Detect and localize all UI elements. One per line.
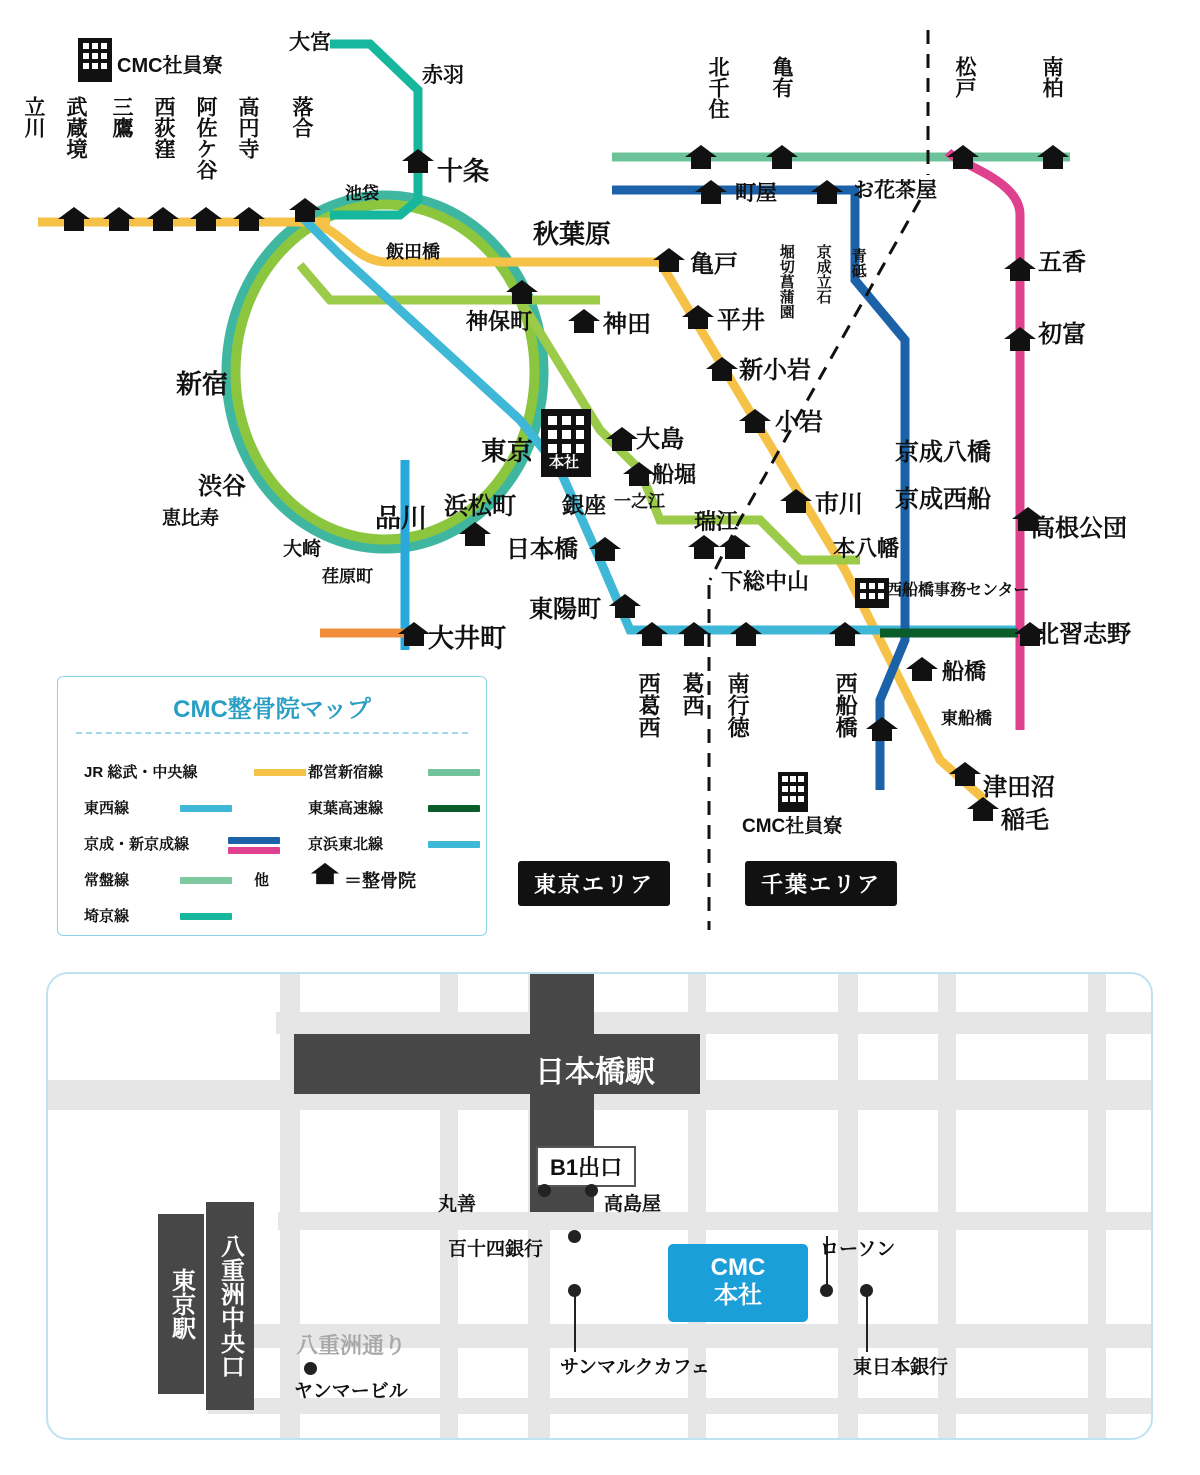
station-label: 赤羽 (422, 64, 464, 87)
poi-label-114bank: 百十四銀行 (448, 1239, 544, 1260)
station-label: 三鷹 (110, 96, 134, 138)
station-label: 荏原町 (322, 567, 373, 586)
clinic-icon (779, 487, 813, 515)
clinic-icon (288, 196, 322, 224)
legend-label-jr: JR 総武・中央線 (84, 764, 198, 781)
clinic-icon (146, 205, 180, 233)
legend-label-keihin-tohoku: 京浜東北線 (308, 836, 384, 853)
station-label: 松戸 (953, 56, 977, 98)
station-label: 京成西船 (895, 486, 991, 513)
station-label: 京成八橋 (895, 439, 991, 466)
clinic-icon (828, 620, 862, 648)
legend-swatch-tozai (180, 805, 232, 812)
poi-label-maruzen: 丸善 (438, 1194, 477, 1215)
nihonbashi-station-label: 日本橋駅 (535, 1056, 655, 1089)
clinic-icon (608, 592, 642, 620)
poi-dot-maruzen (538, 1184, 551, 1197)
station-label: 西船橋 (833, 672, 859, 738)
clinic-icon (718, 533, 752, 561)
clinic-icon (588, 535, 622, 563)
station-label: 東陽町 (529, 596, 601, 623)
legend-label-toei-shinjuku: 都営新宿線 (308, 764, 384, 781)
clinic-icon (738, 407, 772, 435)
clinic-icon (635, 620, 669, 648)
station-label: 神保町 (466, 309, 533, 334)
station-label: 秋葉原 (533, 219, 612, 249)
cmc-hq-line2: 本社 (714, 1281, 762, 1309)
station-label: 渋谷 (198, 473, 246, 500)
road-h1 (276, 1012, 1151, 1034)
hq-label: 本社 (549, 454, 580, 471)
station-label: 池袋 (345, 184, 379, 203)
station-label: 亀戸 (690, 251, 738, 278)
clinic-icon (232, 205, 266, 233)
station-label: 落合 (290, 96, 314, 138)
legend-clinic-note: ＝整骨院 (344, 871, 416, 891)
b1-exit-label: B1出口 (536, 1146, 636, 1187)
station-label: 市川 (815, 491, 863, 518)
station-label: 町屋 (735, 182, 777, 205)
clinic-icon (622, 460, 656, 488)
station-label: 北習志野 (1035, 621, 1131, 648)
station-label: 阿佐ケ谷 (194, 96, 218, 180)
station-label: 西船橋事務センター (886, 582, 1030, 599)
clinic-icon (1036, 143, 1070, 171)
station-label: 五香 (1038, 249, 1086, 276)
clinic-icon (677, 620, 711, 648)
station-label: 恵比寿 (162, 508, 220, 529)
station-label: 新宿 (176, 369, 229, 399)
legend-swatch-toei-shinjuku (428, 769, 480, 776)
tokyo-station-block (158, 1214, 204, 1394)
clinic-icon (102, 205, 136, 233)
dorm-building-icon (78, 38, 112, 82)
station-label: 銀座 (562, 493, 607, 518)
cmc-hq-box (668, 1244, 808, 1322)
station-label: 武蔵境 (64, 96, 88, 159)
station-label: 稲毛 (1001, 807, 1049, 834)
poi-dot-114bank (568, 1230, 581, 1243)
legend-label-joban: 常盤線 (84, 872, 130, 889)
clinic-icon (1003, 255, 1037, 283)
station-label: お花茶屋 (853, 179, 937, 202)
clinic-icon (605, 425, 639, 453)
legend-swatch-saikyo (180, 913, 232, 920)
dorm-building-icon (778, 772, 808, 812)
station-label: 青砥 (849, 248, 867, 278)
office-building-icon (855, 578, 889, 608)
clinic-icon (1003, 325, 1037, 353)
station-label: 亀有 (770, 56, 794, 98)
cmc-hq-line1: CMC (710, 1254, 766, 1281)
clinic-icon (189, 205, 223, 233)
road-v7 (1088, 974, 1106, 1438)
legend-label-keisei: 京成・新京成線 (84, 836, 190, 853)
clinic-icon (401, 147, 435, 175)
yaesu-street-label: 八重洲通り (296, 1333, 407, 1358)
station-label: 津田沼 (983, 774, 1055, 801)
legend-label-tozai: 東西線 (84, 800, 130, 817)
legend-label-other: 他 (254, 872, 270, 889)
clinic-icon (458, 520, 492, 548)
station-label: 南行徳 (725, 672, 751, 738)
legend-label-toyo: 東葉高速線 (308, 800, 384, 817)
clinic-icon (652, 246, 686, 274)
station-label: 京成立石 (814, 244, 832, 304)
station-label: 大崎 (283, 539, 322, 560)
poi-leader-higashinippon-bank (866, 1294, 868, 1352)
road-h3 (278, 1212, 1151, 1230)
station-label: 西荻窪 (152, 96, 176, 159)
legend-swatch-joban (180, 877, 232, 884)
station-label: 一之江 (614, 492, 665, 511)
hq-detail-map (46, 972, 1153, 1440)
clinic-icon (765, 143, 799, 171)
clinic-icon (865, 715, 899, 743)
station-label: 飯田橋 (386, 242, 440, 262)
clinic-icon (905, 655, 939, 683)
legend-swatch-jr (254, 769, 306, 776)
clinic-icon (948, 760, 982, 788)
dorm-label-tokyo: CMC社員寮 (117, 55, 223, 77)
legend-divider (76, 732, 468, 734)
legend-swatch-keisei (228, 837, 280, 844)
yaesu-central-block (206, 1202, 254, 1410)
station-label: 船橋 (942, 659, 987, 684)
poi-dot-takashimaya (585, 1184, 598, 1197)
clinic-icon (946, 143, 980, 171)
clinic-icon (567, 307, 601, 335)
station-label: 船堀 (652, 462, 697, 487)
tokyo-station-label: 東京駅 (167, 1268, 195, 1340)
clinic-icon (681, 303, 715, 331)
poi-leader-saintmarc (574, 1294, 576, 1352)
station-label: 葛西 (680, 672, 706, 716)
poi-label-yanmar: ヤンマービル (294, 1381, 408, 1402)
clinic-icon (810, 178, 844, 206)
yaesu-central-label: 八重洲中央口 (216, 1234, 244, 1378)
station-label: 下総中山 (721, 569, 810, 594)
clinic-icon (705, 355, 739, 383)
legend-swatch-keihin-tohoku (428, 841, 480, 848)
legend-swatch-toyo (428, 805, 480, 812)
station-label: 浜松町 (444, 493, 516, 520)
station-label: 新小岩 (739, 357, 811, 384)
station-label: 高円寺 (236, 96, 260, 159)
station-label: 平井 (717, 307, 765, 334)
station-label: 神田 (603, 311, 651, 338)
area-tag-tokyo: 東京エリア (518, 861, 670, 906)
poi-label-takashimaya: 高島屋 (604, 1194, 662, 1215)
station-label: 北千住 (706, 56, 730, 119)
station-label: 大井町 (428, 623, 507, 653)
clinic-icon (729, 620, 763, 648)
station-label: 高根公団 (1031, 515, 1127, 542)
poi-label-saintmarc: サンマルクカフェ (560, 1357, 710, 1378)
poi-label-lawson: ローソン (820, 1239, 896, 1260)
clinic-icon (57, 205, 91, 233)
legend-title: CMC整骨院マップ (173, 696, 371, 723)
legend-label-saikyo: 埼京線 (84, 908, 130, 925)
map-legend (57, 676, 487, 936)
station-label: 西葛西 (636, 672, 662, 738)
station-label: 十条 (437, 156, 490, 186)
station-label: 東京 (481, 436, 534, 466)
poi-dot-yanmar (304, 1362, 317, 1375)
station-label: 瑞江 (694, 509, 739, 534)
clinic-icon (687, 533, 721, 561)
poi-label-higashinippon-bank: 東日本銀行 (853, 1357, 949, 1378)
station-label: 東船橋 (941, 709, 992, 728)
station-label: 品川 (375, 503, 428, 533)
station-label: 初富 (1038, 321, 1086, 348)
legend-swatch-shinkeisei (228, 847, 280, 854)
station-label: 本八幡 (833, 536, 900, 561)
station-label: 南柏 (1040, 56, 1064, 98)
station-label: 大宮 (289, 31, 331, 54)
station-label: 立川 (22, 96, 46, 138)
legend-clinic-icon (310, 861, 340, 886)
dorm-label-chiba: CMC社員寮 (742, 816, 843, 837)
clinic-icon (397, 620, 431, 648)
station-label: 大島 (636, 426, 684, 453)
station-label: 堀切菖蒲園 (777, 244, 795, 319)
station-label: 小岩 (775, 409, 823, 436)
station-label: 日本橋 (506, 536, 578, 563)
clinic-icon (694, 178, 728, 206)
clinic-icon (684, 143, 718, 171)
clinic-icon (505, 278, 539, 306)
area-tag-chiba: 千葉エリア (745, 861, 897, 906)
